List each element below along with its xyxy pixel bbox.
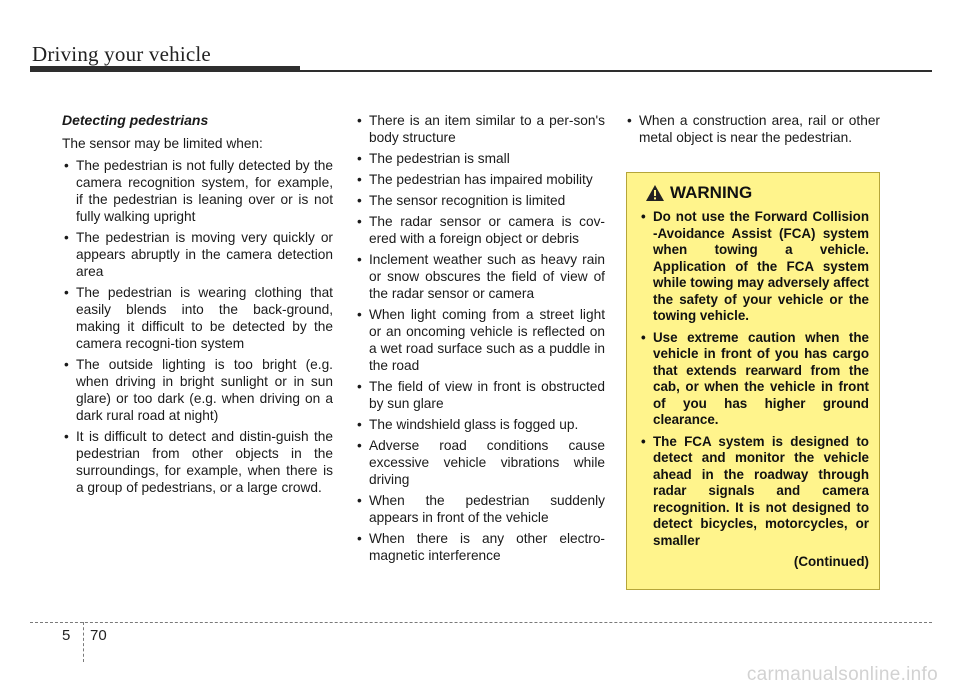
column-3 [625,112,880,150]
list-item: • The radar sensor or camera is cov-ered with a foreign object or debris [355,213,605,247]
list-item: • The pedestrian is moving very quickly or appears abruptly in the camera detection area [62,229,333,280]
column-2 [355,112,605,568]
list-item: • When there is any other electro-magnetic interference [355,530,605,564]
list-item: • When the pedestrian suddenly appears in front of the vehicle [355,492,605,526]
column-1 [62,112,333,500]
limitations-list-col2 [355,112,605,564]
list-item: • There is an item similar to a per-son's body structure [355,112,605,146]
header-rule-thick [30,66,300,72]
warning-item: • Do not use the Forward Collision -Avoidance Assist (FCA) system when towing a vehicle. Application of the FCA system while towing may adversely affect the safety of your vehicle or the towing vehicle. [639,209,869,325]
list-item: • The pedestrian has impaired mobility [355,171,605,188]
list-item: • It is difficult to detect and distin-guish the pedestrian from other objects in the surroundings, for example, when there is a group of pedestrians, or a large crowd. [62,428,333,496]
footer-divider [83,622,84,662]
limitations-list-col1 [62,157,333,496]
intro-text: The sensor may be limited when: [62,136,263,151]
header-rule-thin [300,70,932,72]
continued-label: (Continued) [793,554,869,569]
chapter-number: 5 [62,627,71,644]
warning-list [639,209,869,549]
footer-rule [30,622,932,623]
list-item: • The field of view in front is obstructed by sun glare [355,378,605,412]
section-heading: Detecting pedestrians [62,112,209,128]
list-item: • The sensor recognition is limited [355,192,605,209]
list-item: • Inclement weather such as heavy rain or snow obscures the field of view of the radar sensor or camera [355,251,605,302]
page-header-title: Driving your vehicle [32,42,211,66]
warning-title-text: WARNING [670,183,753,202]
list-item: • The pedestrian is wearing clothing that easily blends into the back-ground, making it difficult to be detected by the camera recogni-tion system [62,284,333,352]
warning-box [626,172,880,590]
warning-title [645,183,869,203]
warning-item: • The FCA system is designed to detect and monitor the vehicle ahead in the roadway through radar signals and camera recognition. It is not designed to detect bicycles, motorcycles, or smaller [639,434,869,550]
list-item: • The pedestrian is not fully detected by the camera recognition system, for example, if the pedestrian is leaning over or is not fully walking upright [62,157,333,225]
limitations-list-col3 [625,112,880,146]
warning-item: • Use extreme caution when the vehicle in front of you has cargo that extends rearward from the cab, or when the vehicle in front of you has higher ground clearance. [639,330,869,429]
list-item: • The windshield glass is fogged up. [355,416,605,433]
list-item: • The outside lighting is too bright (e.g. when driving in bright sunlight or in sun glare) or too dark (e.g. when driving on a dark rural road at night) [62,356,333,424]
list-item: • When a construction area, rail or other metal object is near the pedestrian. [625,112,880,146]
warning-triangle-icon [645,184,665,202]
list-item: • Adverse road conditions cause excessive vehicle vibrations while driving [355,437,605,488]
watermark: carmanualsonline.info [746,664,938,685]
page-number: 70 [90,627,107,644]
list-item: • The pedestrian is small [355,150,605,167]
list-item: • When light coming from a street light or an oncoming vehicle is reflected on a wet road surface such as a puddle in the road [355,306,605,374]
